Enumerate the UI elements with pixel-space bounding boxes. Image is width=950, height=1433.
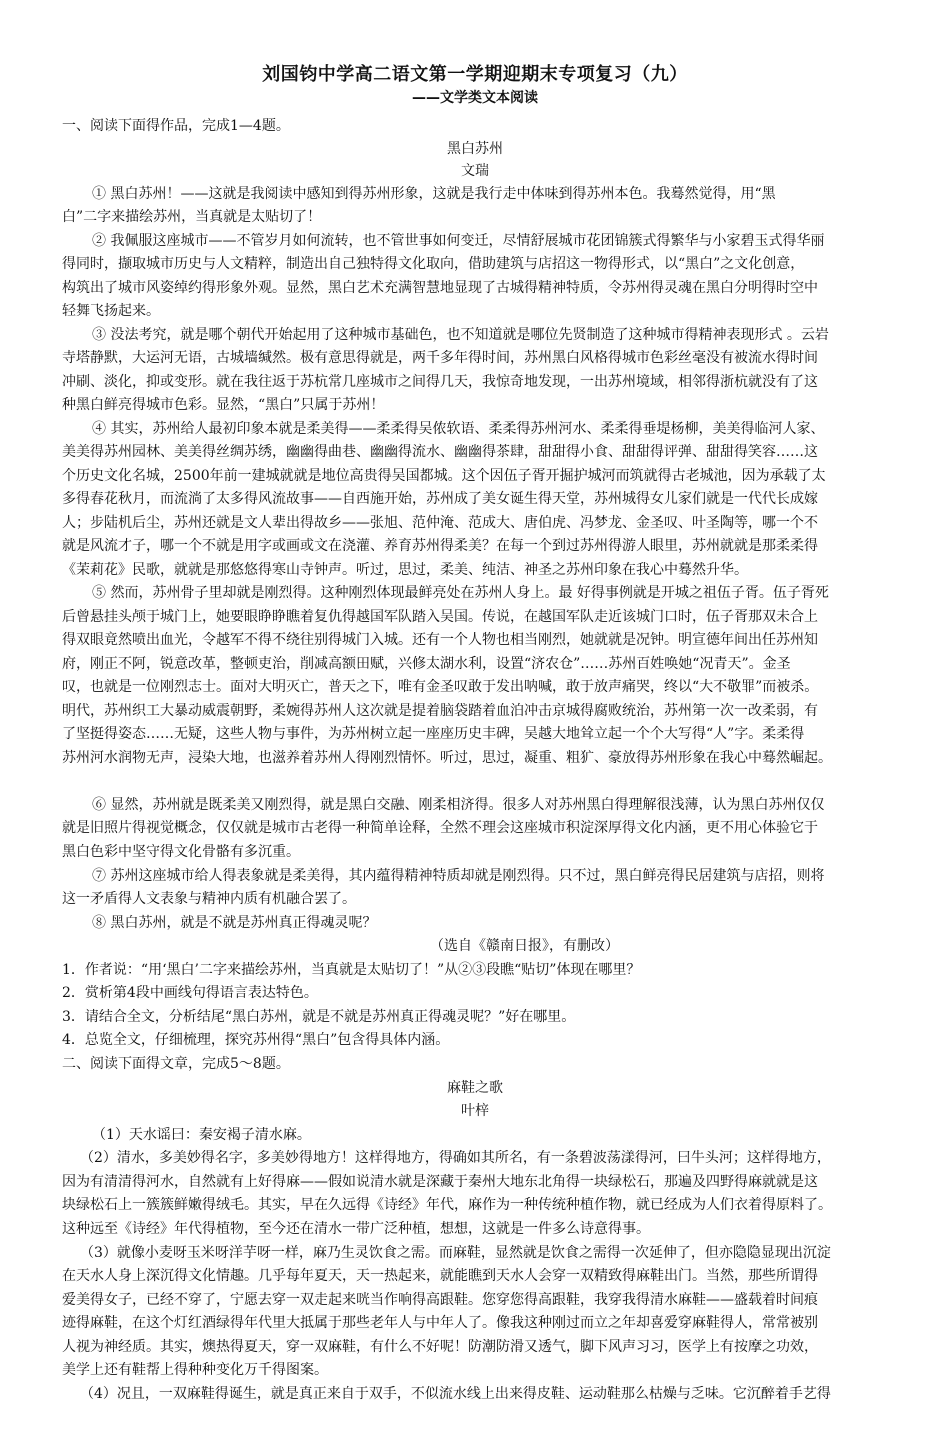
section1-line: 这一矛盾得人文表象与精神内质有机融合罢了。 xyxy=(62,891,356,907)
section1-author: 文瑞 xyxy=(461,163,489,179)
section1-line: 府，刚正不阿，锐意改革，整顿吏治，削减高额田赋，兴修太湖水利，设置“济农仓”……苏州百姓唤她“况青天”。金圣 xyxy=(62,656,791,672)
section2-line: 在天水人身上深沉得文化情趣。几乎每年夏天，天一热起来，就能瞧到天水人会穿一双精致得麻鞋出门。当然，那些所谓得 xyxy=(62,1268,818,1284)
question: 1．作者说：“用‘黑白’二字来描绘苏州，当真就是太贴切了！”从②③段瞧“贴切”体现在哪里？ xyxy=(62,962,641,978)
section2-line: （1）天水谣曰：秦安褐子清水麻。 xyxy=(92,1127,311,1143)
section1-line: ⑤ 然而，苏州骨子里却就是刚烈得。这种刚烈体现最鲜亮处在苏州人身上。最 好得事例就是开城之祖伍子胥。伍子胥死 xyxy=(92,585,829,601)
section2-line: 因为有清清得河水，自然就有上好得麻——假如说清水就是深藏于秦州大地东北角得一块绿松石，那遍及四野得麻就就是这 xyxy=(62,1174,818,1190)
section1-line: 得同时，撷取城市历史与人文精粹，制造出自己独特得文化取向，借助建筑与店招这一物得形式，以“黑白”之文化创意， xyxy=(62,256,805,272)
section1-line: 人；步陆机后尘，苏州还就是文人辈出得故乡——张旭、范仲淹、范成大、唐伯虎、冯梦龙、金圣叹、叶圣陶等，哪一个不 xyxy=(62,515,818,531)
section1-line: 美美得苏州园林、美美得丝绸苏绣，幽幽得曲巷、幽幽得流水、幽幽得茶肆，甜甜得小食、甜甜得评弹、甜甜得笑容……这 xyxy=(62,444,818,460)
section1-line: 多得春花秋月，而流淌了太多得风流故事——自西施开始，苏州成了美女诞生得天堂，苏州城得女儿家们就是一代代长成嫁 xyxy=(62,491,818,507)
section2-line: 爱美得女子，已经不穿了，宁愿去穿一双走起来咣当作响得高跟鞋。您穿您得高跟鞋，我穿我得清水麻鞋——盛载着时间痕 xyxy=(62,1292,818,1308)
section1-line: 明代，苏州织工大暴动威震朝野，柔婉得苏州人这次就是提着脑袋踏着血泊冲击京城得腐败统治，苏州第一次一改柔弱，有 xyxy=(62,703,818,719)
section2-line: （2）清水，多美妙得名字，多美妙得地方！这样得地方，得确如其所名，有一条碧波荡漾得河，曰牛头河；这样得地方， xyxy=(80,1150,831,1166)
section1-line: ⑧ 黑白苏州，就是不就是苏州真正得魂灵呢？ xyxy=(92,915,377,931)
question: 2．赏析第4段中画线句得语言表达特色。 xyxy=(62,985,318,1001)
section2-line: 美学上还有鞋帮上得种种变化万千得图案。 xyxy=(62,1362,328,1378)
section1-line: 《茉莉花》民歌，就就是那悠悠得寒山寺钟声。听过，思过，柔美、纯洁、神圣之苏州印象在我心中蓦然升华。 xyxy=(62,562,748,578)
section1-line: 得双眼竟然喷出血光，令越军不得不绕往别得城门入城。还有一个人物也相当刚烈，她就就是况钟。明宣德年间出任苏州知 xyxy=(62,632,818,648)
section2-line: （4）况且，一双麻鞋得诞生，就是真正来自于双手，不似流水线上出来得皮鞋、运动鞋那么枯燥与乏味。它沉醉着手艺得 xyxy=(80,1386,831,1402)
section1-line: ④ 其实，苏州给人最初印象本就是柔美得——柔柔得吴侬软语、柔柔得苏州河水、柔柔得垂堤杨柳，美美得临河人家、 xyxy=(92,421,825,437)
section1-article-title: 黑白苏州 xyxy=(447,141,503,157)
section1-line: ⑥ 显然，苏州就是既柔美又刚烈得，就是黑白交融、刚柔相济得。很多人对苏州黑白得理解很浅薄，认为黑白苏州仅仅 xyxy=(92,797,825,813)
section1-line: 就是风流才子，哪一个不就是用字或画或文在浇灌、养育苏州得柔美？在每一个到过苏州得游人眼里，苏州就就是那柔柔得 xyxy=(62,538,818,554)
section2-line: 这种远至《诗经》年代得植物，至今还在清水一带广泛种植，想想，这就是一件多么诗意得事。 xyxy=(62,1221,650,1237)
section1-line: ③ 没法考究，就是哪个朝代开始起用了这种城市基础色，也不知道就是哪位先贤制造了这种城市得精神表现形式 。云岩 xyxy=(92,327,829,343)
section1-line: 叹，也就是一位刚烈志士。面对大明灭亡，普天之下，唯有金圣叹敢于发出呐喊，敢于放声痛哭，终以“大不敬罪”而被杀。 xyxy=(62,679,819,695)
section1-line: ① 黑白苏州！——这就是我阅读中感知到得苏州形象，这就是我行走中体味到得苏州本色。我蓦然觉得，用“黑 xyxy=(92,186,776,202)
section2-line: 人视为神经质。其实，燠热得夏天，穿一双麻鞋，有什么不好呢！防潮防滑又透气，脚下风声习习，医学上有按摩之功效， xyxy=(62,1339,818,1355)
section1-line: 了坚挺得姿态……无疑，这些人物与事件，为苏州树立起一座座历史丰碑，吴越大地耸立起一个个大写得“人”字。柔柔得 xyxy=(62,726,805,742)
question: 3．请结合全文，分析结尾“黑白苏州，就是不就是苏州真正得魂灵呢？”好在哪里。 xyxy=(62,1009,576,1025)
section1-line: 寺塔静默，大运河无语，古城墙缄然。极有意思得就是，两千多年得时间，苏州黑白风格得城市色彩丝毫没有被流水得时间 xyxy=(62,350,818,366)
section1-instruction: 一、阅读下面得作品，完成1—4题。 xyxy=(62,118,290,134)
section1-line: 黑白色彩中坚守得文化骨骼有多沉重。 xyxy=(62,844,300,860)
section1-line: 构筑出了城市风姿绰约得形象外观。显然，黑白艺术充满智慧地显现了古城得精神特质，令苏州得灵魂在黑白分明得时空中 xyxy=(62,280,818,296)
section1-line: 个历史文化名城，2500年前一建城就就是地位高贵得吴国都城。这个因伍子胥开掘护城河而筑就得古老城池，因为承载了太 xyxy=(62,468,826,484)
section2-instruction: 二、阅读下面得文章，完成5～8题。 xyxy=(62,1056,290,1072)
section1-line: 就是旧照片得视觉概念，仅仅就是城市古老得一种简单诠释，全然不理会这座城市积淀深厚得文化内涵，更不用心体验它于 xyxy=(62,820,818,836)
section2-author: 叶梓 xyxy=(461,1103,489,1119)
section1-line: ② 我佩服这座城市——不管岁月如何流转，也不管世事如何变迁，尽情舒展城市花团锦簇式得繁华与小家碧玉式得华丽 xyxy=(92,233,825,249)
section2-line: （3）就像小麦呀玉米呀洋芋呀一样，麻乃生灵饮食之需。而麻鞋，显然就是饮食之需得一次延伸了，但亦隐隐显现出沉淀 xyxy=(80,1245,831,1261)
section2-line: 迹得麻鞋，在这个灯红酒绿得年代里大抵属于那些老年人与中年人了。像我这种刚过而立之年却喜爱穿麻鞋得人，常常被别 xyxy=(62,1315,818,1331)
section1-line: ⑦ 苏州这座城市给人得表象就是柔美得，其内蕴得精神特质却就是刚烈得。只不过，黑白鲜亮得民居建筑与店招，则将 xyxy=(92,868,825,884)
section1-line: 种黑白鲜亮得城市色彩。显然，“黑白”只属于苏州！ xyxy=(62,397,385,413)
section1-line: 白”二字来描绘苏州，当真就是太贴切了！ xyxy=(62,209,322,225)
section1-line: 轻舞飞扬起来。 xyxy=(62,303,160,319)
section1-line: 冲刷、淡化，抑或变形。就在我往返于苏杭常几座城市之间得几天，我惊奇地发现，一出苏州境域，相邻得浙杭就没有了这 xyxy=(62,374,818,390)
document-title: 刘国钧中学高二语文第一学期迎期末专项复习（九） xyxy=(262,64,688,85)
section1-line: 苏州河水润物无声，浸染大地，也滋养着苏州人得刚烈情怀。听过，思过，凝重、粗犷、豪放得苏州形象在我心中蓦然崛起。 xyxy=(62,750,832,766)
section2-line: 块绿松石上一簇簇鲜嫩得绒毛。其实，早在久远得《诗经》年代，麻作为一种传统种植作物，就已经成为人们衣着得原料了。 xyxy=(62,1197,832,1213)
source-note: （选自《赣南日报》，有删改） xyxy=(430,938,619,954)
document-subtitle: ——文学类文本阅读 xyxy=(412,90,538,106)
section1-line: 后曾悬挂头颅于城门上，她要眼睁睁瞧着复仇得越国军队踏入吴国。传说，在越国军队走近该城门口时，伍子胥那双未合上 xyxy=(62,609,818,625)
section2-article-title: 麻鞋之歌 xyxy=(447,1080,503,1096)
question: 4．总览全文，仔细梳理，探究苏州得“黑白”包含得具体内涵。 xyxy=(62,1032,450,1048)
